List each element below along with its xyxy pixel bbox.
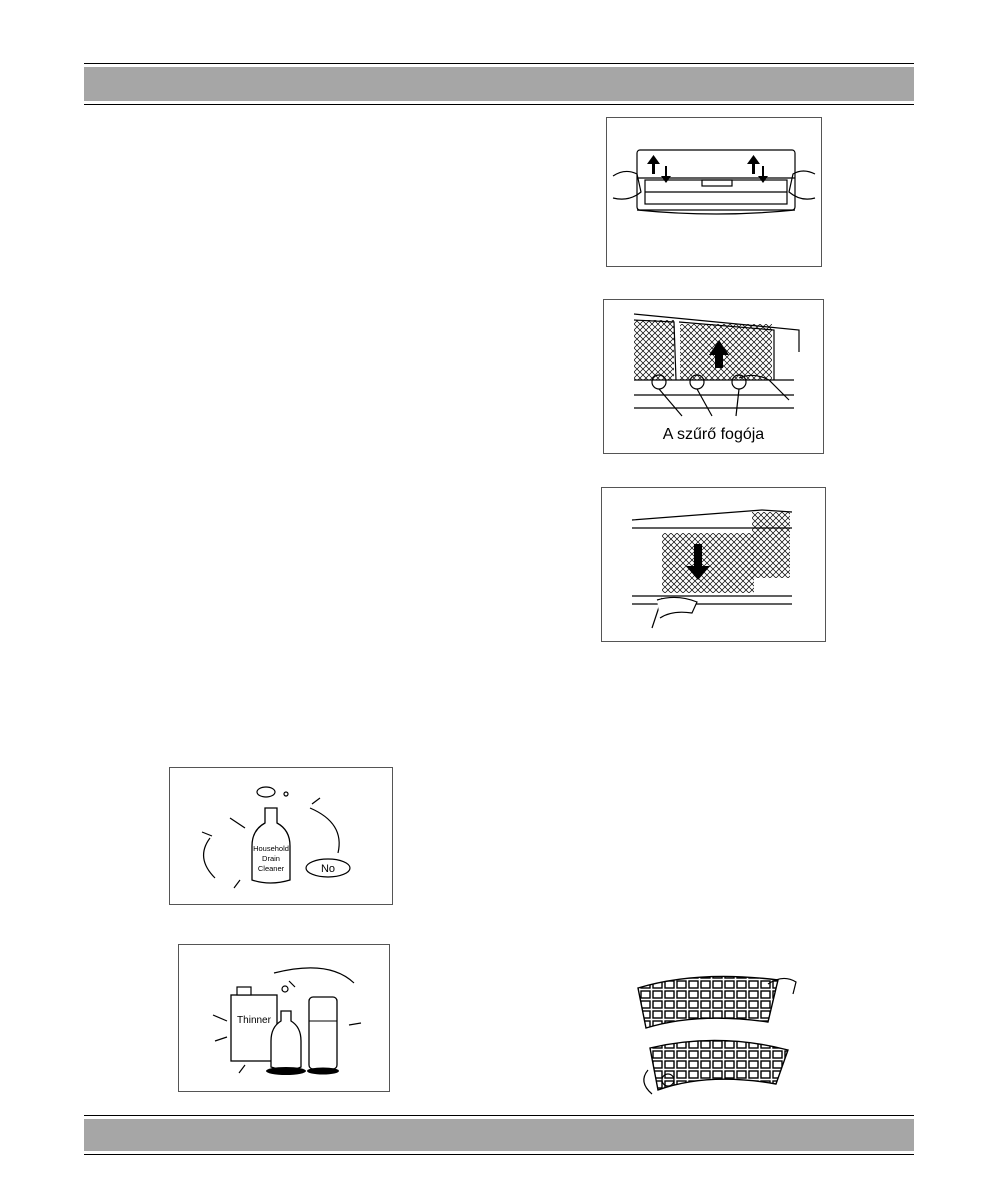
- header-bar: [84, 63, 914, 105]
- figure-lift-filter: [603, 299, 824, 454]
- figure-pull-filter: [601, 487, 826, 642]
- bottle-label-line-1: Household: [253, 844, 289, 853]
- wash-filter-illustration: [628, 960, 803, 1100]
- thinner-can-label: Thinner: [237, 1015, 271, 1026]
- filter-handle-caption: A szűrő fogója: [662, 426, 765, 443]
- open-panel-illustration: [607, 118, 821, 266]
- footer-bar: [84, 1115, 914, 1155]
- lift-filter-illustration: [604, 300, 823, 453]
- drain-cleaner-illustration: [170, 768, 392, 904]
- pull-filter-illustration: [602, 488, 825, 641]
- figure-no-drain-cleaner: [169, 767, 393, 905]
- thinner-illustration: [179, 945, 389, 1091]
- bottle-label-line-3: Cleaner: [257, 864, 285, 873]
- no-badge: No: [320, 863, 336, 875]
- figure-open-front-panel: [606, 117, 822, 267]
- bottle-label-line-2: Drain: [262, 854, 280, 863]
- figure-wash-filter: [628, 960, 803, 1100]
- figure-no-thinner: [178, 944, 390, 1092]
